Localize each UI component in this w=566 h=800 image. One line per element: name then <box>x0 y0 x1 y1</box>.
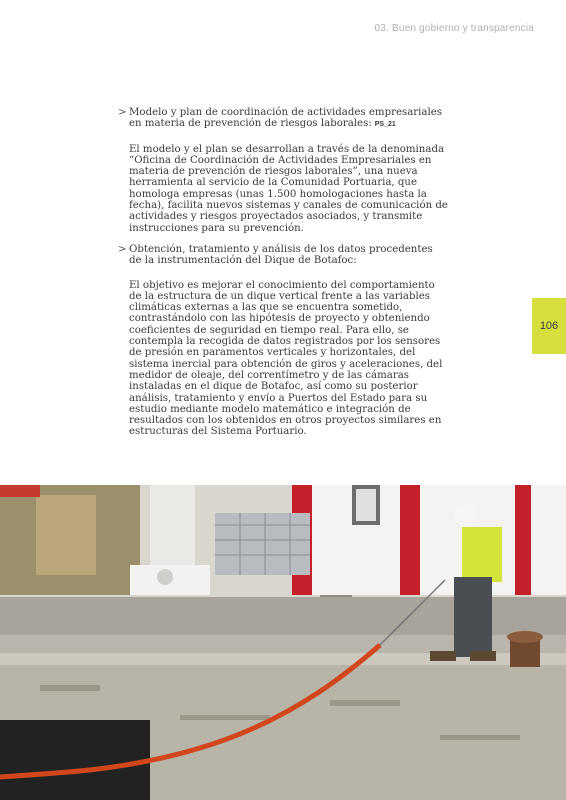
item-title: Modelo y plan de coordinación de actividades empresariales en materia de prevención de riesgos laborales: PS_21 <box>129 107 443 130</box>
page-number-tab <box>532 298 566 354</box>
ps-reference: PS_21 <box>374 121 396 129</box>
port-worker-photo <box>0 485 566 800</box>
bullet-chevron-icon: > <box>118 107 127 118</box>
item-body: El modelo y el plan se desarrollan a través de la denominada “Oficina de Coordinación de Actividades Empresariales en materia de prevención de riesgos laborales”, una nueva herramienta al servicio de la Comunidad Portuaria, que homologa empresas (unas 1.500 homologaciones hasta la fecha), facilita nuevos sistemas y canales de comunicación de actividades y riesgos proyectados asociados, y transmite instrucciones para su prevención. <box>129 143 448 234</box>
item-title-row <box>118 244 448 267</box>
page-number: 106 <box>539 320 559 332</box>
item-title: Obtención, tratamiento y análisis de los datos procedentes de la instrumentación del Dique de Botafoc: <box>129 243 433 267</box>
item-botafoc-instrumentation <box>118 244 448 438</box>
item-title-row <box>118 107 448 131</box>
main-content <box>118 107 448 448</box>
item-coordination-plan <box>118 107 448 234</box>
item-body: El objetivo es mejorar el conocimiento del comportamiento de la estructura de un dique vertical frente a las variables climáticas externas a las que se encuentra sometido, contrastándolo con las hipótesis de proyecto y obteniendo coeficientes de seguridad en tiempo real. Para ello, se contempla la recogida de datos registrados por los sensores de presión en paramentos verticales y horizontales, del sistema inercial para obtención de giros y aceleraciones, del medidor de oleaje, del correntímetro y de las cámaras instaladas en el dique de Botafoc, así como su posterior análisis, tratamiento y envío a Puertos del Estado para su estudio mediante modelo matemático e integración de resultados con los obtenidos en otros proyectos similares en estructuras del Sistema Portuario. <box>129 279 443 438</box>
bullet-chevron-icon: > <box>118 243 127 255</box>
section-header: 03. Buen gobierno y transparencia <box>374 23 534 34</box>
